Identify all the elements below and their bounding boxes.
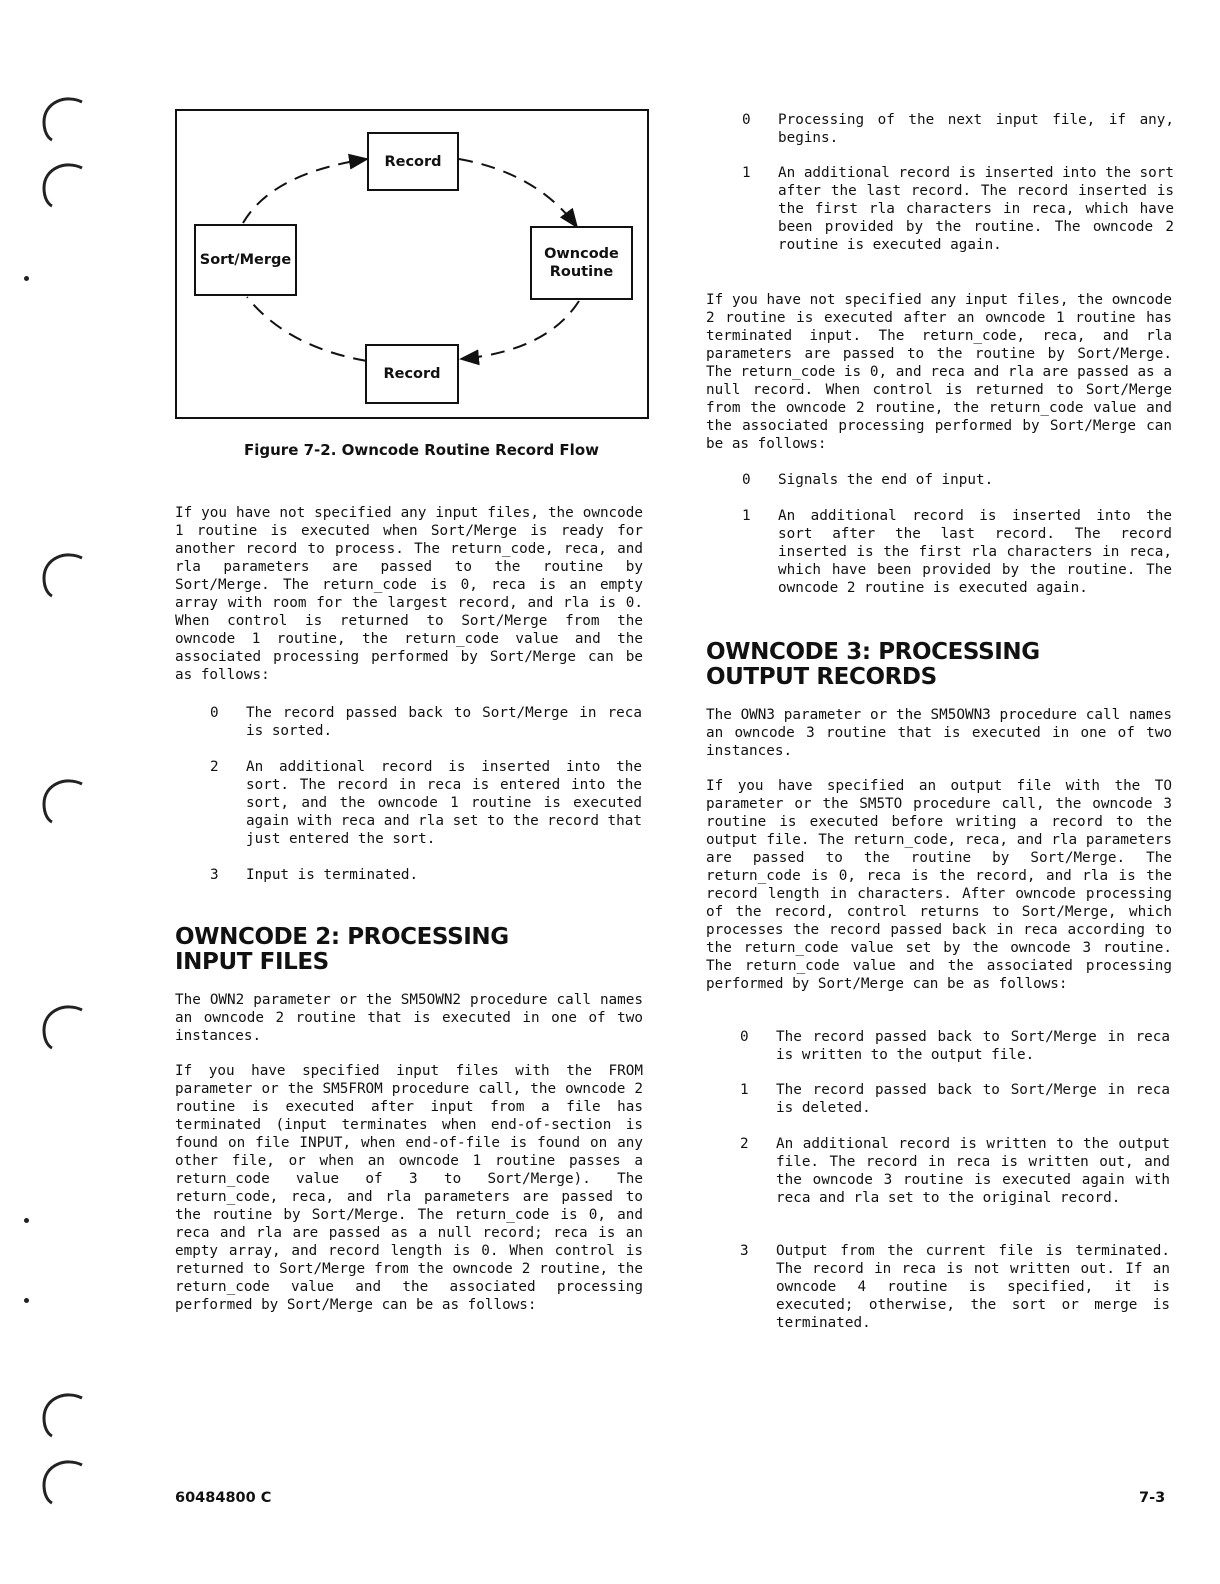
list-item: [740, 1135, 1170, 1207]
item-text: An additional record is written to the output file. The record in reca is written out, and the owncode 3 routine is executed again with reca and rla set to the original record.: [776, 1136, 1170, 1206]
binder-hole-icon: [36, 158, 88, 210]
binder-hole-icon: [36, 548, 88, 600]
item-number: 1: [742, 508, 751, 524]
list-item: [742, 507, 1172, 597]
item-number: 0: [210, 705, 219, 721]
item-number: 1: [742, 165, 751, 181]
margin-dot: [24, 1218, 29, 1223]
item-text: The record passed back to Sort/Merge in reca is deleted.: [776, 1082, 1170, 1116]
item-text: The record passed back to Sort/Merge in reca is written to the output file.: [776, 1029, 1170, 1063]
binder-hole-icon: [36, 1455, 88, 1507]
owncode-routine-box: Owncode Routine: [530, 226, 633, 300]
item-number: 2: [740, 1136, 749, 1152]
list-item: [742, 111, 1174, 147]
item-number: 2: [210, 759, 219, 775]
list-item: [740, 1081, 1170, 1117]
sort-merge-box: Sort/Merge: [194, 224, 297, 296]
list-item: [210, 758, 642, 848]
list-item: [210, 866, 642, 884]
item-text: Processing of the next input file, if any, begins.: [778, 112, 1174, 146]
item-number: 1: [740, 1082, 749, 1098]
item-text: The record passed back to Sort/Merge in reca is sorted.: [246, 705, 642, 739]
section-heading-owncode2: OWNCODE 2: PROCESSING INPUT FILES: [175, 924, 509, 975]
item-number: 0: [740, 1029, 749, 1045]
owncode2-input-files-paragraph: If you have specified input files with the FROM parameter or the SM5FROM procedure call, the owncode 2 routine is executed after input from a file has terminated (input terminates when end-of-section is found on file INPUT, when end-of-file is found on any other file, or when an owncode 1 routine passes a return_code value of 3 to Sort/Merge). The return_code, reca, and rla parameters are passed to the routine by Sort/Merge. The return_code is 0, and reca and rla are passed as a null record; reca is an empty array, and record length is 0. When control is returned to Sort/Merge from the owncode 2 routine, the return_code value and the associated processing performed by Sort/Merge can be as follows:: [175, 1063, 643, 1313]
record-bottom-box: Record: [365, 344, 459, 404]
record-top-box: Record: [367, 132, 459, 191]
item-number: 3: [740, 1243, 749, 1259]
item-text: An additional record is inserted into the sort. The record in reca is entered into the sort, and the owncode 1 routine is executed again with reca and rla set to the record that just entered the sort.: [246, 759, 642, 847]
item-text: An additional record is inserted into the sort after the last record. The record inserted is the first rla characters in reca, which have been provided by the routine. The owncode 2 routine is executed again.: [778, 508, 1172, 596]
binder-hole-icon: [36, 92, 88, 144]
item-number: 0: [742, 112, 751, 128]
figure-record-flow: [175, 109, 649, 419]
owncode2-intro-paragraph: The OWN2 parameter or the SM5OWN2 procedure call names an owncode 2 routine that is executed in one of two instances.: [175, 992, 643, 1044]
section-heading-owncode3: OWNCODE 3: PROCESSING OUTPUT RECORDS: [706, 639, 1040, 690]
item-text: Signals the end of input.: [778, 472, 994, 488]
page-number: 7-3: [1139, 1490, 1166, 1506]
owncode3-intro-paragraph: The OWN3 parameter or the SM5OWN3 procedure call names an owncode 3 routine that is executed in one of two instances.: [706, 707, 1172, 759]
owncode2-no-input-paragraph: If you have not specified any input files, the owncode 2 routine is executed after an owncode 1 routine has terminated input. The return_code, reca, and rla parameters are passed to the routine by Sort/Merge. The return_code is 0, and reca and rla are passed as a null record. When control is returned to Sort/Merge from the owncode 2 routine, the return_code value and the associated processing performed by Sort/Merge can be as follows:: [706, 292, 1172, 452]
item-text: Input is terminated.: [246, 867, 419, 883]
margin-dot: [24, 276, 29, 281]
item-text: An additional record is inserted into the sort after the last record. The record inserted is the first rla characters in reca, which have been provided by the routine. The owncode 2 routine is executed again.: [778, 165, 1174, 253]
item-number: 0: [742, 472, 751, 488]
list-item: [742, 164, 1174, 254]
owncode3-output-file-paragraph: If you have specified an output file with the TO parameter or the SM5TO procedure call, the owncode 3 routine is executed before writing a record to the output file. The return_code, reca, and rla parameters are passed to the routine by Sort/Merge. The return_code is 0, reca is the record, and rla is the record length in characters. After owncode processing of the record, control returns to Sort/Merge, which processes the record passed back in reca according to the return_code value set by the owncode 3 routine. The return_code value and the associated processing performed by Sort/Merge can be as follows:: [706, 778, 1172, 992]
document-number: 60484800 C: [175, 1490, 272, 1506]
margin-dot: [24, 1298, 29, 1303]
list-item: [740, 1242, 1170, 1332]
binder-hole-icon: [36, 774, 88, 826]
binder-hole-icon: [36, 1000, 88, 1052]
binder-hole-icon: [36, 1388, 88, 1440]
owncode1-intro-paragraph: If you have not specified any input files, the owncode 1 routine is executed when Sort/Merge is ready for another record to process. The return_code, reca, and rla parameters are passed to the routine by Sort/Merge. The return_code is 0, reca is an empty array with room for the largest record, and rla is 0. When control is returned to Sort/Merge from the owncode 1 routine, the return_code value and the associated processing performed by Sort/Merge can be as follows:: [175, 505, 643, 683]
item-number: 3: [210, 867, 219, 883]
list-item: [742, 471, 1172, 489]
figure-caption: Figure 7-2. Owncode Routine Record Flow: [244, 441, 599, 459]
list-item: [210, 704, 642, 740]
item-text: Output from the current file is terminated. The record in reca is not written out. If an owncode 4 routine is specified, it is executed; otherwise, the sort or merge is terminated.: [776, 1243, 1170, 1331]
list-item: [740, 1028, 1170, 1064]
